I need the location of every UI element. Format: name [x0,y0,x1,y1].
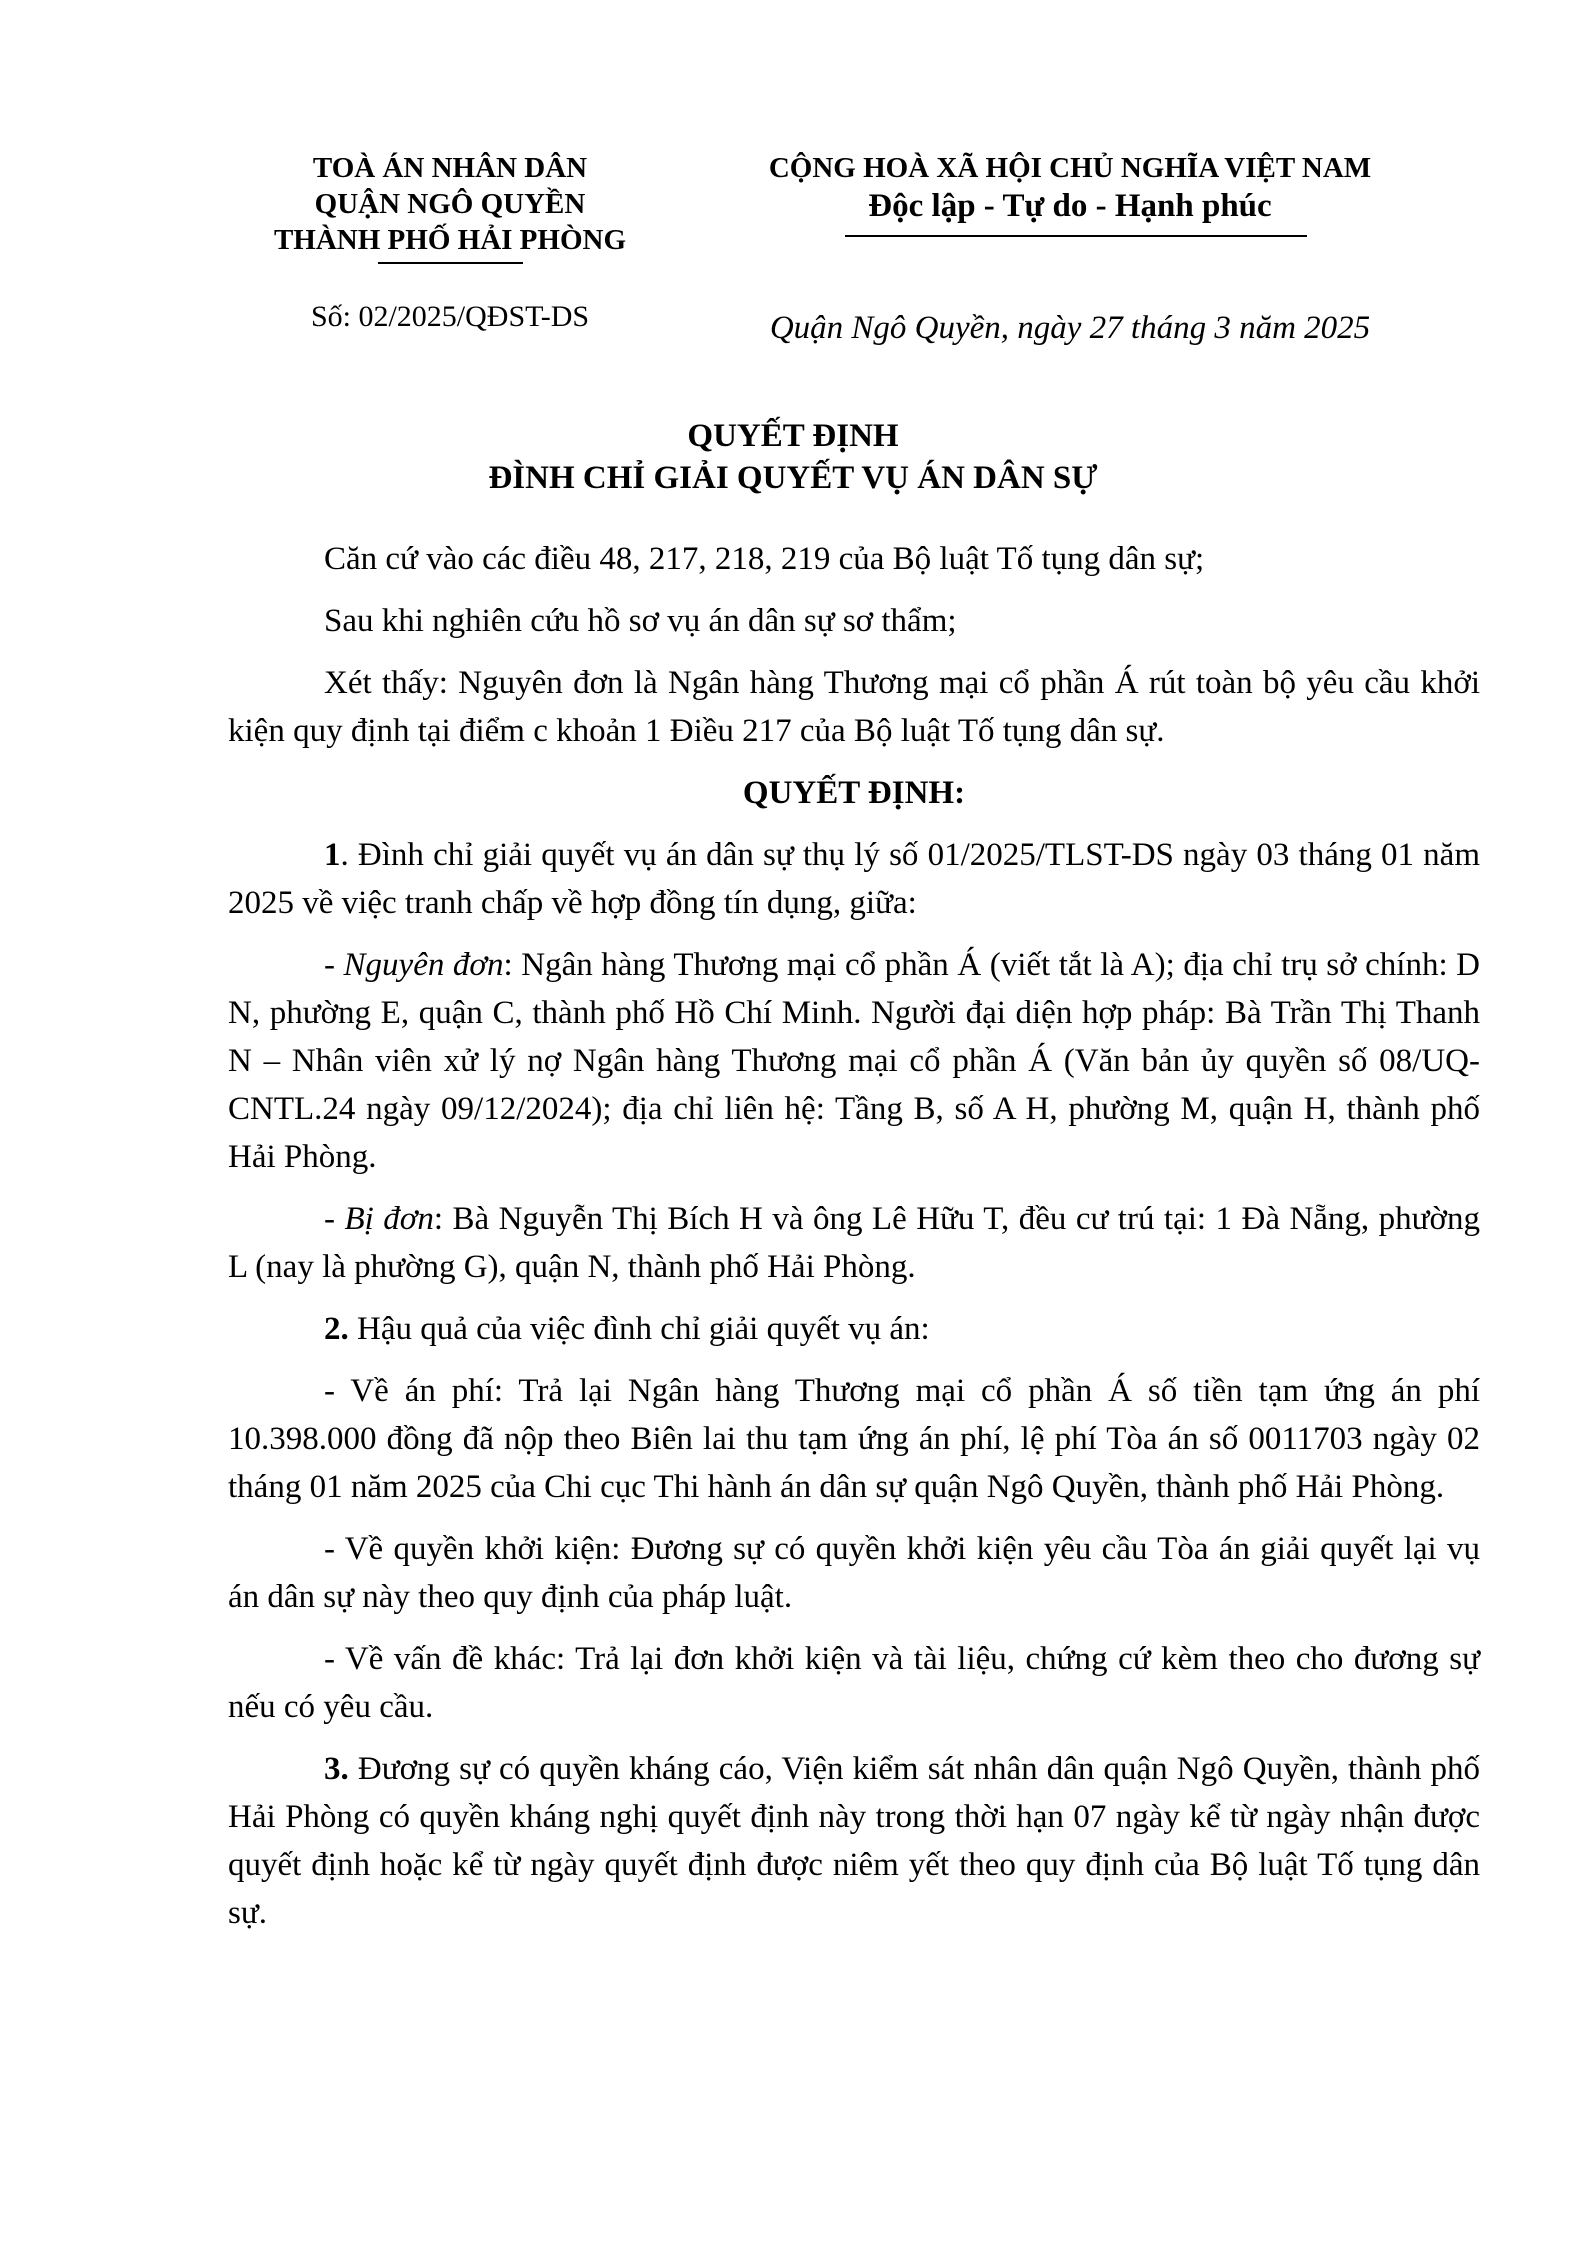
document-title [170,415,1416,499]
other-matters-paragraph: - Về vấn đề khác: Trả lại đơn khởi kiện và tài liệu, chứng cứ kèm theo cho đương sự nếu có yêu cầu. [228,1641,1480,1725]
item-2-paragraph [228,1305,1480,1353]
item-2-text: Hậu quả của việc đình chỉ giải quyết vụ án: [348,1311,930,1347]
defendant-paragraph [228,1195,1480,1291]
preamble-paragraph-2: Sau khi nghiên cứu hồ sơ vụ án dân sự sơ thẩm; [324,603,957,639]
court-header [225,150,675,258]
place-and-date: Quận Ngô Quyền, ngày 27 tháng 3 năm 2025 [769,310,1371,346]
item-3-paragraph [228,1745,1480,1937]
plaintiff-prefix: - [324,947,344,983]
item-1-text: . Đình chỉ giải quyết vụ án dân sự thụ lý số 01/2025/TLST-DS ngày 03 tháng 01 năm 2025 về việc tranh chấp về hợp đồng tín dụng, giữa: [228,837,1480,921]
document-body [228,535,1480,1951]
item-3-number: 3. [324,1751,349,1787]
item-1-number: 1 [324,837,341,873]
right-to-sue-paragraph: - Về quyền khởi kiện: Đương sự có quyền khởi kiện yêu cầu Tòa án giải quyết lại vụ án dân sự này theo quy định của pháp luật. [228,1531,1480,1615]
preamble-paragraph-1: Căn cứ vào các điều 48, 217, 218, 219 của Bộ luật Tố tụng dân sự; [324,541,1205,577]
defendant-label: Bị đơn [344,1201,434,1237]
preamble-paragraph-3: Xét thấy: Nguyên đơn là Ngân hàng Thương mại cổ phần Á rút toàn bộ yêu cầu khởi kiện quy định tại điểm c khoản 1 Điều 217 của Bộ luật Tố tụng dân sự. [228,665,1480,749]
item-3-text: Đương sự có quyền kháng cáo, Viện kiểm sát nhân dân quận Ngô Quyền, thành phố Hải Phòng có quyền kháng nghị quyết định này trong thời hạn 07 ngày kể từ ngày nhận được quyết định hoặc kể từ ngày quyết định được niêm yết theo quy định của Bộ luật Tố tụng dân sự. [228,1751,1480,1931]
court-header-underline [378,262,523,264]
motto-underline [845,235,1307,237]
national-header [700,150,1440,226]
court-name-line2: QUẬN NGÔ QUYỀN [314,188,586,220]
item-2-number: 2. [324,1311,349,1347]
document-number: Số: 02/2025/QĐST-DS [310,300,590,333]
court-name-line3: THÀNH PHỐ HẢI PHÒNG [273,224,627,256]
national-motto: Độc lập - Tự do - Hạnh phúc [868,188,1272,224]
court-name-line1: TOÀ ÁN NHÂN DÂN [312,152,588,184]
national-title: CỘNG HOÀ XÃ HỘI CHỦ NGHĨA VIỆT NAM [768,152,1372,184]
court-fee-paragraph: - Về án phí: Trả lại Ngân hàng Thương mại cổ phần Á số tiền tạm ứng án phí 10.398.000 đồng đã nộp theo Biên lai thu tạm ứng án phí, lệ phí Tòa án số 0011703 ngày 02 tháng 01 năm 2025 của Chi cục Thi hành án dân sự quận Ngô Quyền, thành phố Hải Phòng. [228,1373,1480,1505]
plaintiff-text: : Ngân hàng Thương mại cổ phần Á (viết tắt là A); địa chỉ trụ sở chính: D N, phường E, quận C, thành phố Hồ Chí Minh. Người đại diện hợp pháp: Bà Trần Thị Thanh N – Nhân viên xử lý nợ Ngân hàng Thương mại cổ phần Á (Văn bản ủy quyền số 08/UQ-CNTL.24 ngày 09/12/2024); địa chỉ liên hệ: Tầng B, số A H, phường M, quận H, thành phố Hải Phòng. [228,947,1480,1175]
plaintiff-paragraph [228,941,1480,1181]
defendant-text: : Bà Nguyễn Thị Bích H và ông Lê Hữu T, đều cư trú tại: 1 Đà Nẵng, phường L (nay là phường G), quận N, thành phố Hải Phòng. [228,1201,1480,1285]
title-line2: ĐÌNH CHỈ GIẢI QUYẾT VỤ ÁN DÂN SỰ [488,460,1098,496]
title-line1: QUYẾT ĐỊNH [687,418,899,454]
defendant-prefix: - [324,1201,345,1237]
decision-heading: QUYẾT ĐỊNH: [742,775,966,811]
plaintiff-label: Nguyên đơn [343,947,504,983]
item-1-paragraph [228,831,1480,927]
